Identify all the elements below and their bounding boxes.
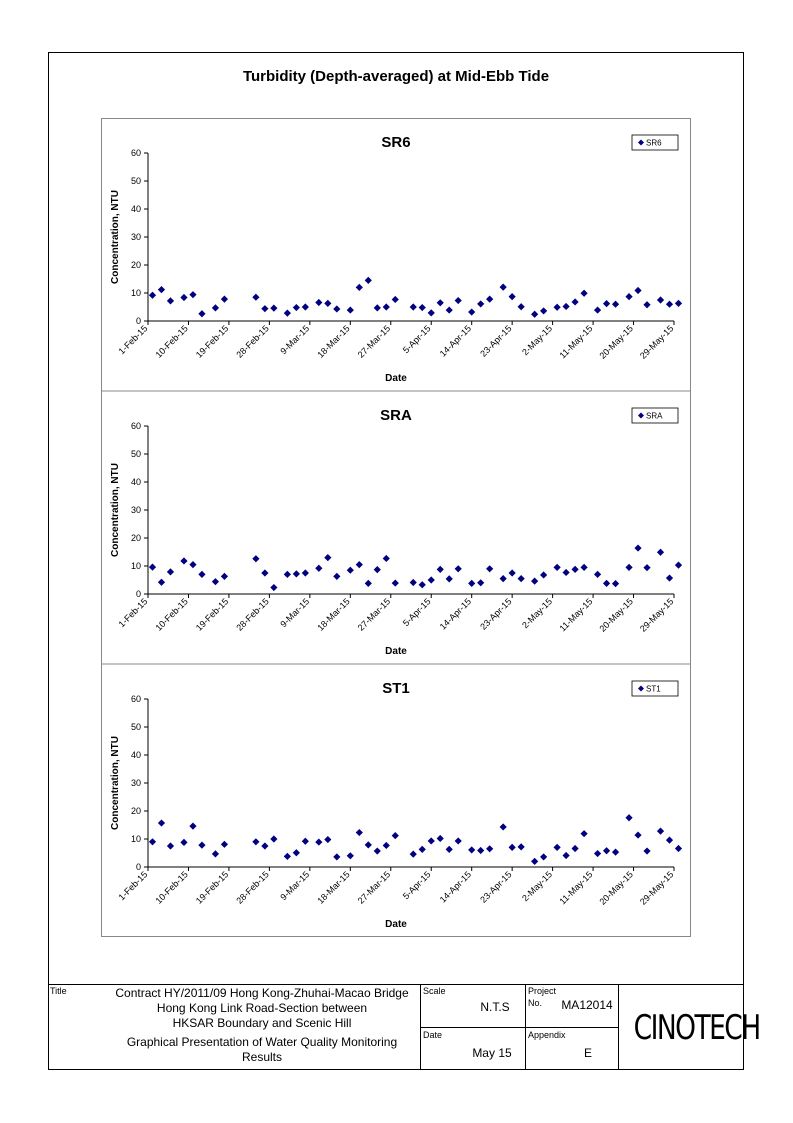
y-tick-label: 40 [130,477,141,487]
x-tick-label: 2-May-15 [520,869,555,904]
data-point [540,307,547,314]
data-point [180,294,187,301]
chart-title: SRA [380,407,412,424]
data-point [531,578,538,585]
data-point [333,853,340,860]
contract-title-line2: Hong Kong Link Road-Section between [156,1001,368,1015]
data-point [302,838,309,845]
data-point [149,838,156,845]
data-point [603,847,610,854]
y-tick-label: 30 [130,505,141,515]
x-tick-label: 28-Feb-15 [234,323,271,360]
data-point [383,842,390,849]
data-point [198,310,205,317]
data-point [625,564,632,571]
x-tick-label: 5-Apr-15 [400,869,433,902]
data-point [468,846,475,853]
data-point [666,574,673,581]
data-point [212,304,219,311]
data-point [284,310,291,317]
data-point [221,573,228,580]
y-tick-label: 60 [130,694,141,704]
x-tick-label: 28-Feb-15 [234,596,271,633]
x-tick-label: 9-Mar-15 [278,869,312,903]
x-tick-label: 23-Apr-15 [478,596,514,632]
y-tick-label: 20 [130,260,141,270]
project-no-value: MA12014 [561,998,613,1012]
x-tick-label: 20-May-15 [597,596,635,634]
data-point [563,303,570,310]
company-logo: CINOTECH [633,1008,760,1048]
data-point [315,565,322,572]
data-point [643,847,650,854]
charts-svg [101,118,691,937]
x-tick-label: 1-Feb-15 [116,323,150,357]
data-point [365,580,372,587]
data-point [657,549,664,556]
scale-value: N.T.S [480,1000,510,1014]
data-point [293,304,300,311]
x-tick-label: 11-May-15 [557,869,595,907]
x-axis-label: Date [385,373,407,384]
data-point [356,829,363,836]
y-axis-label: Concentration, NTU [110,190,121,284]
chart-panel-sra [101,391,691,657]
data-point [634,831,641,838]
y-tick-label: 10 [130,561,141,571]
data-point [666,837,673,844]
x-tick-label: 11-May-15 [557,323,595,361]
legend [632,681,678,696]
data-point [571,845,578,852]
data-point [540,571,547,578]
contract-title-line1: Contract HY/2011/09 Hong Kong-Zhuhai-Macao Bridge [115,986,409,1000]
title-label: Title [50,986,67,996]
data-point [180,557,187,564]
x-tick-label: 11-May-15 [557,596,595,634]
data-point [554,564,561,571]
data-point [212,850,219,857]
data-point [500,284,507,291]
data-point [158,286,165,293]
page-title: Turbidity (Depth-averaged) at Mid-Ebb Tide [242,68,550,85]
data-point [347,852,354,859]
data-point [270,835,277,842]
data-point [324,554,331,561]
data-point [580,564,587,571]
data-point [603,580,610,587]
legend [632,135,678,150]
chart-panel-st1 [101,664,691,930]
drawing-subtitle-line1: Graphical Presentation of Water Quality Monitoring [126,1035,398,1049]
y-tick-label: 50 [130,449,141,459]
data-point [383,555,390,562]
x-tick-label: 19-Feb-15 [193,869,231,906]
data-point [347,567,354,574]
x-tick-label: 1-Feb-15 [116,596,150,630]
data-point [580,290,587,297]
data-point [198,842,205,849]
x-tick-label: 23-Apr-15 [478,323,514,359]
y-tick-label: 30 [130,232,141,242]
data-point [518,303,525,310]
project-label: Project [528,986,557,996]
data-point [657,296,664,303]
data-point [315,838,322,845]
data-point [643,564,650,571]
data-point [625,293,632,300]
data-point [167,297,174,304]
data-point [634,287,641,294]
data-point [365,841,372,848]
data-point [315,299,322,306]
y-tick-label: 60 [130,148,141,158]
data-point [293,849,300,856]
data-point [167,568,174,575]
data-point [554,304,561,311]
x-axis-label: Date [385,646,407,657]
project-no-label: No. [528,998,543,1008]
data-point [500,575,507,582]
data-point [428,576,435,583]
y-tick-label: 10 [130,288,141,298]
y-tick-label: 0 [135,316,141,326]
data-point [252,838,259,845]
data-point [324,300,331,307]
legend-label: ST1 [646,684,661,694]
y-axis-label: Concentration, NTU [110,736,121,830]
data-point [477,847,484,854]
x-tick-label: 2-May-15 [520,323,555,358]
chart-title: ST1 [382,680,410,697]
title-block-divider [618,984,619,1070]
data-point [410,303,417,310]
contract-title-line3: HKSAR Boundary and Scenic Hill [172,1016,352,1030]
legend-label: SRA [646,411,663,421]
data-point [477,300,484,307]
data-point [212,578,219,585]
data-point [333,305,340,312]
data-point [284,571,291,578]
data-point [149,292,156,299]
data-point [333,573,340,580]
data-point [437,835,444,842]
x-tick-label: 27-Mar-15 [355,869,393,906]
y-tick-label: 20 [130,806,141,816]
data-point [428,309,435,316]
data-point [446,306,453,313]
data-point [666,301,673,308]
appendix-value: E [583,1046,592,1060]
date-label: Date [423,1030,443,1040]
data-point [189,823,196,830]
data-point [293,570,300,577]
x-tick-label: 1-Feb-15 [116,869,150,903]
data-point [625,814,632,821]
x-tick-label: 28-Feb-15 [234,869,271,906]
data-point [675,562,682,569]
data-point [428,837,435,844]
data-point [594,306,601,313]
chart-title: SR6 [381,134,411,151]
x-tick-label: 2-May-15 [520,596,555,631]
data-point [324,836,331,843]
data-point [221,841,228,848]
data-point [486,296,493,303]
y-tick-label: 40 [130,204,141,214]
data-point [657,828,664,835]
x-tick-label: 27-Mar-15 [355,323,393,360]
data-point [675,845,682,852]
data-point [455,837,462,844]
legend-label: SR6 [646,138,662,148]
data-point [198,571,205,578]
data-point [518,575,525,582]
data-point [477,579,484,586]
data-point [410,579,417,586]
y-tick-label: 0 [135,862,141,872]
data-point [486,565,493,572]
data-point [347,306,354,313]
y-tick-label: 10 [130,834,141,844]
y-tick-label: 50 [130,722,141,732]
data-point [446,575,453,582]
data-point [518,843,525,850]
data-point [270,584,277,591]
data-point [158,579,165,586]
data-point [392,296,399,303]
data-point [563,852,570,859]
x-tick-label: 10-Feb-15 [153,596,190,633]
data-point [468,308,475,315]
x-tick-label: 20-May-15 [597,869,635,907]
data-point [374,847,381,854]
x-tick-label: 18-Mar-15 [315,323,352,360]
data-point [261,305,268,312]
x-tick-label: 23-Apr-15 [478,869,514,905]
data-point [419,304,426,311]
data-point [554,844,561,851]
data-point [365,277,372,284]
data-point [571,298,578,305]
y-tick-label: 30 [130,778,141,788]
appendix-label: Appendix [528,1030,566,1040]
data-point [594,850,601,857]
data-point [594,571,601,578]
data-point [468,580,475,587]
data-point [419,581,426,588]
data-point [571,566,578,573]
data-point [419,846,426,853]
title-block-divider [420,1027,618,1028]
y-tick-label: 40 [130,750,141,760]
y-tick-label: 60 [130,421,141,431]
data-point [455,297,462,304]
y-axis-label: Concentration, NTU [110,463,121,557]
y-tick-label: 20 [130,533,141,543]
data-point [531,311,538,318]
data-point [643,301,650,308]
data-point [509,293,516,300]
data-point [270,305,277,312]
x-tick-label: 18-Mar-15 [315,596,352,633]
data-point [261,842,268,849]
data-point [221,296,228,303]
data-point [374,304,381,311]
data-point [374,566,381,573]
data-point [486,845,493,852]
data-point [540,853,547,860]
data-point [356,284,363,291]
x-tick-label: 29-May-15 [637,323,676,361]
x-tick-label: 19-Feb-15 [193,596,231,633]
x-tick-label: 5-Apr-15 [400,323,433,356]
x-tick-label: 20-May-15 [597,323,635,361]
data-point [252,294,259,301]
x-tick-label: 14-Apr-15 [437,596,474,632]
data-point [446,846,453,853]
data-point [437,299,444,306]
data-point [580,830,587,837]
data-point [302,303,309,310]
data-point [261,569,268,576]
data-point [284,853,291,860]
drawing-subtitle-line2: Results [241,1050,282,1064]
data-point [252,555,259,562]
data-point [612,301,619,308]
data-point [531,858,538,865]
legend [632,408,678,423]
data-point [383,303,390,310]
date-value: May 15 [472,1046,512,1060]
data-point [189,561,196,568]
x-tick-label: 19-Feb-15 [193,323,231,360]
y-tick-label: 0 [135,589,141,599]
data-point [158,819,165,826]
data-point [356,561,363,568]
chart-panel-sr6 [110,134,682,384]
data-point [612,849,619,856]
data-point [500,823,507,830]
data-point [392,579,399,586]
data-point [302,569,309,576]
data-point [189,291,196,298]
x-tick-label: 14-Apr-15 [437,323,474,359]
data-point [612,580,619,587]
x-tick-label: 18-Mar-15 [315,869,352,906]
data-point [509,844,516,851]
x-tick-label: 10-Feb-15 [153,323,190,360]
data-point [563,569,570,576]
scale-label: Scale [423,986,446,996]
data-point [392,832,399,839]
x-tick-label: 9-Mar-15 [278,323,312,357]
data-point [675,300,682,307]
data-point [437,566,444,573]
y-tick-label: 50 [130,176,141,186]
data-point [167,842,174,849]
x-tick-label: 9-Mar-15 [278,596,312,630]
data-point [634,544,641,551]
x-axis-label: Date [385,919,407,930]
x-tick-label: 27-Mar-15 [355,596,393,633]
x-tick-label: 29-May-15 [637,596,676,634]
data-point [410,851,417,858]
data-point [455,565,462,572]
x-tick-label: 14-Apr-15 [437,869,474,905]
data-point [603,300,610,307]
data-point [149,564,156,571]
x-tick-label: 5-Apr-15 [400,596,433,629]
data-point [180,839,187,846]
data-point [509,569,516,576]
x-tick-label: 10-Feb-15 [153,869,190,906]
x-tick-label: 29-May-15 [637,869,676,907]
